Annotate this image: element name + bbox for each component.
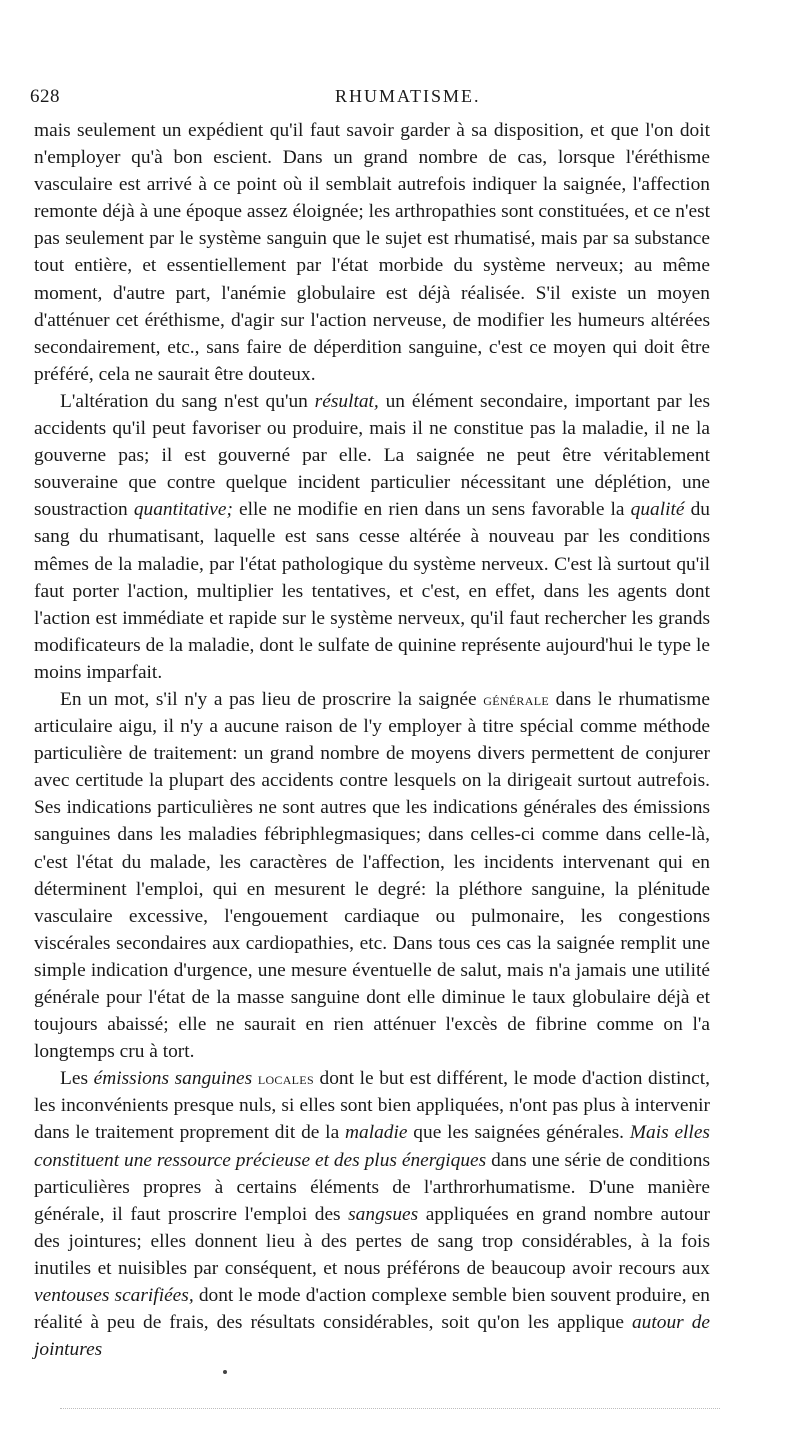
paragraph-4 xyxy=(34,1065,710,1363)
paragraph-3 xyxy=(34,686,710,1065)
text-run: sangsues xyxy=(348,1203,419,1225)
running-head xyxy=(30,86,720,116)
text-run: générale xyxy=(483,689,549,709)
paragraph-1 xyxy=(34,117,710,388)
text-run: locales xyxy=(257,1069,314,1089)
paragraph-2 xyxy=(34,388,710,686)
text-run: En un mot, s'il n'y a pas lieu de proscrire la saignée xyxy=(60,688,484,710)
text-run: Mais elles constituent une ressource précieuse et des plus énergiques xyxy=(34,1122,710,1171)
text-run: maladie xyxy=(345,1122,408,1144)
text-run: dans le rhumatisme articulaire aigu, il n'y a aucune raison de l'y employer à titre spécial comme méthode particulière de traitement: un grand nombre de moyens divers permettent de conjurer avec certitude la plupart des accidents contre lesquels on la dirigeait surtout autrefois. Ses indications particulières ne sont autres que les indications générales des émissions sanguines dans les maladies fébriphlegmasiques; dans celles-ci comme dans celle-là, c'est l'état du malade, les caractères de l'affection, les incidents intervenant qui en déterminent l'emploi, qui en mesurent le degré: la pléthore sanguine, la plénitude vasculaire excessive, l'engouement cardiaque ou pulmonaire, les congestions viscérales secondaires aux cardiopathies, etc. Dans tous ces cas la saignée remplit une simple indication d'urgence, une mesure éventuelle de salut, mais n'a jamais une utilité générale pour l'état de la masse sanguine dont elle diminue le taux globulaire déjà et toujours abaissé; elle ne saurait en rien atténuer l'excès de fibrine comme on l'a longtemps cru à tort. xyxy=(34,688,710,1063)
text-run: Les xyxy=(60,1068,94,1090)
text-run: dont le but est différent, le mode d'action distinct, les inconvénients presque nuls, si elles sont bien appliquées, n'ont pas plus à intervenir dans le traitement proprement dit de la xyxy=(34,1068,710,1144)
bleed-through-line xyxy=(60,1408,720,1409)
page-number: 628 xyxy=(30,86,60,107)
text-run: dont le mode d'action complexe semble bien souvent produire, en réalité à peu de frais, des résultats considérables, soit qu'on les applique xyxy=(34,1285,710,1334)
running-title: RHUMATISME. xyxy=(335,86,481,106)
text-run: ventouses scarifiées, xyxy=(34,1285,194,1307)
text-run: résultat, xyxy=(314,390,379,412)
text-run: autour de jointures xyxy=(34,1312,710,1361)
text-run: L'altération du sang n'est qu'un xyxy=(60,390,315,412)
text-run: émissions sanguines xyxy=(93,1068,253,1090)
body-text xyxy=(34,117,710,1363)
text-run: dans une série de conditions particulières propres à certains éléments de l'arthrorhumatisme. D'une manière générale, il faut proscrire l'emploi des xyxy=(34,1149,710,1225)
print-speck xyxy=(223,1370,227,1374)
text-run: qualité xyxy=(630,499,685,521)
text-run: un élément secondaire, important par les accidents qu'il peut favoriser ou produire, mais il ne constitue pas la maladie, il ne la gouverne pas; il est gouverné par elle. La saignée ne peut être véritablement souveraine que contre quelque incident particulier nécessitant une déplétion, une soustraction xyxy=(34,390,710,521)
text-run: quantitative; xyxy=(133,499,233,521)
text-run: que les saignées générales. xyxy=(407,1122,630,1144)
text-run: appliquées en grand nombre autour des jointures; elles donnent lieu à des pertes de sang trop considérables, à la fois inutiles et nuisibles par conséquent, et nous préférons de beaucoup avoir recours aux xyxy=(34,1203,710,1279)
text-run: elle ne modifie en rien dans un sens favorable la xyxy=(232,499,631,521)
text-run: mais seulement un expédient qu'il faut savoir garder à sa disposition, et que l'on doit n'employer qu'à bon escient. Dans un grand nombre de cas, lorsque l'éréthisme vasculaire est arrivé à ce point où il semblait autrefois indiquer la saignée, l'affection remonte déjà à une époque assez éloignée; les arthropathies sont constituées, et ce n'est pas seulement par le système sanguin que le sujet est rhumatisé, mais par sa substance tout entière, et essentiellement par l'état morbide du système nerveux; au même moment, d'autre part, l'anémie globulaire est déjà réalisée. S'il existe un moyen d'atténuer cet éréthisme, d'agir sur l'action nerveuse, de modifier les humeurs altérées secondairement, etc., sans faire de déperdition sanguine, c'est ce moyen qui doit être préféré, cela ne saurait être douteux. xyxy=(34,120,710,385)
text-run: du sang du rhumatisant, laquelle est sans cesse altérée à nouveau par les conditions mêmes de la maladie, par l'état pathologique du système nerveux. C'est là surtout qu'il faut porter l'action, multiplier les tentatives, et c'est, en effet, dans les agents dont l'action est immédiate et rapide sur le système nerveux, qu'il faut rechercher les grands modificateurs de la maladie, dont le sulfate de quinine représente aujourd'hui le type le moins imparfait. xyxy=(34,499,710,683)
